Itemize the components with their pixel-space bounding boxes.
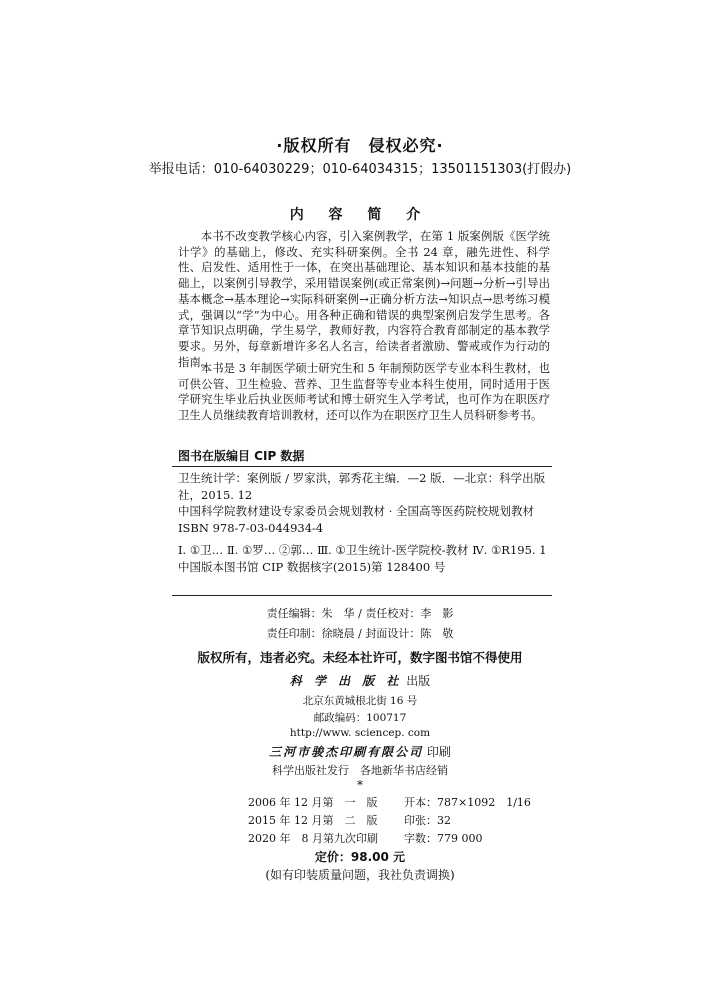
edition-spec: 印张：32 xyxy=(404,814,451,827)
printer-suffix: 印刷 xyxy=(426,745,451,759)
edition-spec: 开本：787×1092 1/16 xyxy=(404,796,531,809)
edition-spec: 字数：779 000 xyxy=(404,832,483,845)
cip-line-isbn: ISBN 978-7-03-044934-4 xyxy=(178,520,324,535)
edition-row xyxy=(248,829,531,847)
price-line: 定价：98.00 元 xyxy=(314,850,406,864)
edition-table xyxy=(248,793,531,847)
copyright-warning: 版权所有，违者必究。未经本社许可，数字图书馆不得使用 xyxy=(197,650,523,665)
copyright-heading: ·版权所有 侵权必究· xyxy=(276,136,444,155)
distribution-line: 科学出版社发行 各地新华书店经销 xyxy=(272,764,448,777)
cip-line-classification: Ⅰ. ①卫… Ⅱ. ①罗… ②郭… Ⅲ. ①卫生统计-医学院校-教材 Ⅳ. ①R195. 1 xyxy=(178,543,547,557)
edition-row xyxy=(248,811,531,829)
cip-top-rule xyxy=(172,466,552,467)
edition-date: 2015 年 12 月第 二 版 xyxy=(248,814,378,827)
publisher-name: 科 学 出 版 社 xyxy=(289,674,403,688)
cip-bottom-rule xyxy=(172,595,552,596)
cip-line-series: 中国科学院教材建设专家委员会规划教材 · 全国高等医药院校规划教材 xyxy=(178,504,534,518)
publisher-postcode: 邮政编码：100717 xyxy=(313,712,407,724)
summary-paragraph-1: 本书不改变教学核心内容，引入案例教学，在第 1 版案例版《医学统计学》的基础上，修改、充实科研案例。全书 24 章，融先进性、科学性、启发性、适用性于一体，在突出基础理论、基本知识和基本技能的基础上，以案例引导教学，采用错误案例(或正常案例)→问题→分析→引导出基本概念→基本理论→实际科研案例→正确分析方法→知识点→思考练习模式，强调以“学”为中心。用各种正确和错误的典型案例启发学生思考。各章节知识点明确，学生易学，教师好教，内容符合教育部制定的基本教学要求。另外，每章新增许多名人名言，给读者者激励、警戒或作为行动的指南。 xyxy=(178,229,550,369)
report-phone-line: 举报电话：010-64030229；010-64034315；13501151303(打假办) xyxy=(148,162,572,177)
summary-paragraph-2: 本书是 3 年制医学硕士研究生和 5 年制预防医学专业本科生教材，也可供公管、卫生检验、营养、卫生监督等专业本科生使用，同时适用于医学研究生毕业后执业医师考试和博士研究生入学考试，也可作为在职医疗卫生人员继续教育培训教材，还可以作为在职医疗卫生人员科研参考书。 xyxy=(178,361,550,423)
summary-title: 内 容 简 介 xyxy=(289,207,431,223)
publisher-line xyxy=(0,672,720,689)
printer-name: 三河市骏杰印刷有限公司 xyxy=(269,745,424,759)
quality-note: (如有印装质量问题，我社负责调换) xyxy=(265,868,455,882)
cip-record xyxy=(178,470,552,575)
staff-editor-line: 责任编辑：朱 华 / 责任校对：李 影 xyxy=(266,607,454,620)
edition-date: 2020 年 8 月第九次印刷 xyxy=(248,832,378,845)
publisher-website: http://www. sciencep. com xyxy=(289,727,431,739)
staff-print-line: 责任印制：徐晓晨 / 封面设计：陈 敬 xyxy=(266,627,454,640)
printer-line xyxy=(0,743,720,760)
cip-line-title: 卫生统计学：案例版 / 罗家洪，郭秀花主编．—2 版．—北京：科学出版社，2015. 12 xyxy=(178,471,546,502)
edition-row xyxy=(248,793,531,811)
separator-star: * xyxy=(357,778,363,792)
publisher-suffix: 出版 xyxy=(406,674,431,688)
cip-line-record-number: 中国版本图书馆 CIP 数据核字(2015)第 128400 号 xyxy=(178,559,446,574)
cip-title: 图书在版编目 CIP 数据 xyxy=(178,449,305,463)
publisher-address: 北京东黄城根北街 16 号 xyxy=(302,695,418,707)
edition-date: 2006 年 12 月第 一 版 xyxy=(248,796,378,809)
